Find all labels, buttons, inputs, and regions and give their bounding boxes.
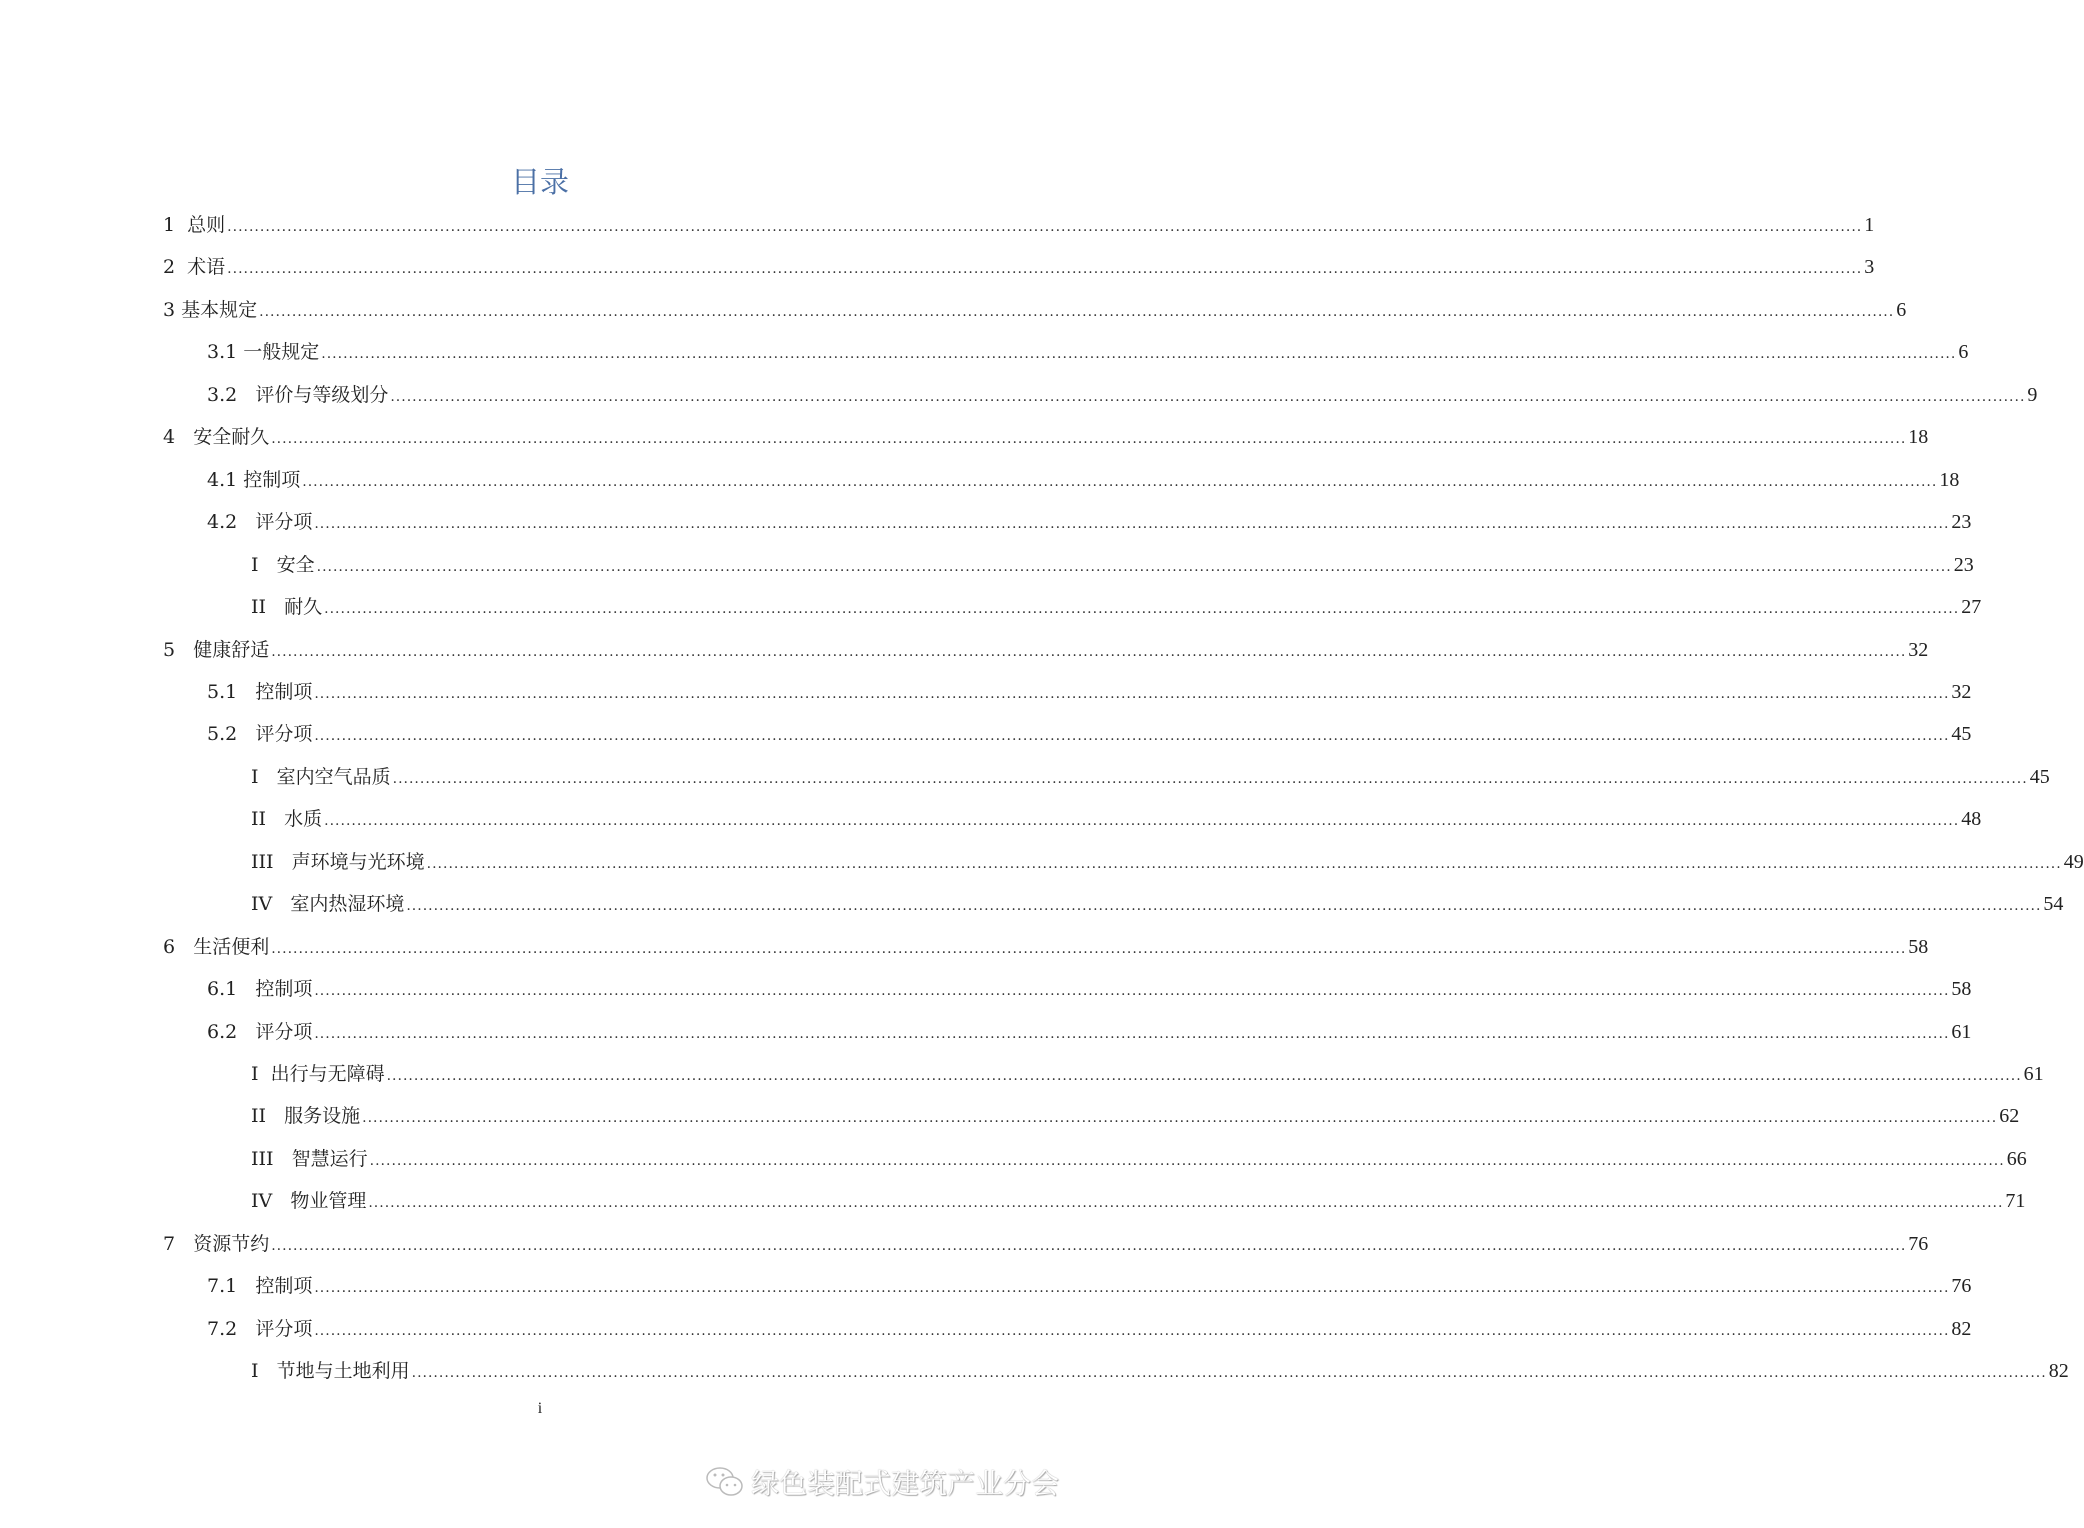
dot-leader: ............................................................................................................................................................................................................................................................................................................ [259, 303, 1895, 320]
toc-entry[interactable] [207, 1314, 1972, 1344]
toc-entry[interactable] [207, 719, 1972, 749]
toc-entry-page: 61 [1951, 1020, 1972, 1043]
toc-entry-page: 9 [2027, 383, 2038, 406]
dot-leader: ............................................................................................................................................................................................................................................................................................................ [227, 261, 1863, 278]
toc-entry-label: 6.2 评分项 [207, 1020, 313, 1043]
toc-entry-page: 32 [1908, 638, 1929, 661]
toc-entry-page: 32 [1951, 680, 1972, 703]
toc-entry[interactable] [207, 337, 1969, 367]
toc-entry-page: 18 [1908, 426, 1929, 449]
dot-leader: ............................................................................................................................................................................................................................................................................................................ [271, 643, 1907, 660]
toc-entry[interactable] [163, 635, 1929, 665]
dot-leader: ............................................................................................................................................................................................................................................................................................................ [324, 813, 1960, 830]
toc-entry-label: II 水质 [251, 808, 323, 831]
toc-entry-label: IV 物业管理 [251, 1190, 367, 1213]
dot-leader: ............................................................................................................................................................................................................................................................................................................ [314, 1280, 1950, 1297]
toc-entry-label: III 智慧运行 [251, 1147, 368, 1170]
watermark [705, 1462, 1059, 1502]
dot-leader: ............................................................................................................................................................................................................................................................................................................ [314, 1322, 1950, 1339]
toc-entry[interactable] [251, 592, 1982, 622]
toc-entry-page: 3 [1864, 256, 1875, 279]
toc-entry[interactable] [251, 550, 1974, 580]
toc-entry-page: 18 [1939, 468, 1960, 491]
toc-entry-page: 6 [1958, 341, 1969, 364]
toc-entry[interactable] [163, 932, 1929, 962]
toc-entry-page: 49 [2063, 850, 2084, 873]
dot-leader: ............................................................................................................................................................................................................................................................................................................ [411, 1365, 2047, 1382]
toc-entry-label: 3.1 一般规定 [207, 341, 320, 364]
toc-entry-page: 82 [1951, 1317, 1972, 1340]
toc-entry[interactable] [251, 889, 2064, 919]
toc-entry-page: 76 [1951, 1275, 1972, 1298]
toc-entry-label: 4.2 评分项 [207, 511, 313, 534]
toc-entry[interactable] [163, 210, 1875, 240]
toc-entry[interactable] [163, 422, 1929, 452]
wechat-icon [705, 1465, 745, 1499]
toc-entry[interactable] [163, 295, 1907, 325]
toc-entry-page: 45 [2029, 765, 2050, 788]
toc-entry-page: 23 [1951, 511, 1972, 534]
dot-leader: ............................................................................................................................................................................................................................................................................................................ [227, 219, 1863, 235]
dot-leader: ............................................................................................................................................................................................................................................................................................................ [321, 346, 1957, 363]
toc-entry[interactable] [207, 974, 1972, 1004]
toc-entry[interactable] [207, 1017, 1972, 1047]
dot-leader: ............................................................................................................................................................................................................................................................................................................ [386, 1068, 2022, 1084]
toc-entry-page: 58 [1908, 935, 1929, 958]
toc-entry-label: 5.2 评分项 [207, 723, 313, 746]
toc-entry[interactable] [163, 1229, 1929, 1259]
toc-entry[interactable] [207, 380, 2038, 410]
dot-leader: ............................................................................................................................................................................................................................................................................................................ [390, 388, 2026, 405]
toc-entry[interactable] [251, 847, 2084, 877]
toc-entry-label: 7 资源节约 [163, 1232, 270, 1255]
dot-leader: ............................................................................................................................................................................................................................................................................................................ [316, 558, 1952, 575]
toc-entry-page: 71 [2005, 1190, 2026, 1213]
toc-entry[interactable] [251, 1144, 2027, 1174]
toc-entry[interactable] [207, 1271, 1972, 1301]
watermark-text: 绿色装配式建筑产业分会 [751, 1467, 1060, 1500]
dot-leader: ............................................................................................................................................................................................................................................................................................................ [406, 898, 2042, 915]
toc-entry[interactable] [251, 762, 2050, 792]
toc-entry-page: 27 [1961, 596, 1982, 619]
toc-entry-label: 5.1 控制项 [207, 680, 313, 703]
dot-leader: ............................................................................................................................................................................................................................................................................................................ [271, 431, 1907, 448]
toc-entry-label: 3 基本规定 [163, 298, 258, 321]
toc-entry-page: 76 [1908, 1232, 1929, 1255]
toc-entry[interactable] [207, 507, 1972, 537]
dot-leader: ............................................................................................................................................................................................................................................................................................................ [368, 1195, 2004, 1212]
toc-entry-label: 4.1 控制项 [207, 468, 301, 491]
toc-entry-label: III 声环境与光环境 [251, 850, 425, 873]
page-number: i [537, 1400, 543, 1417]
dot-leader: ............................................................................................................................................................................................................................................................................................................ [271, 1237, 1907, 1254]
toc-entry-label: II 耐久 [251, 596, 323, 619]
toc-entry-label: II 服务设施 [251, 1105, 361, 1128]
dot-leader: ............................................................................................................................................................................................................................................................................................................ [314, 685, 1950, 702]
toc-entry[interactable] [251, 1186, 2026, 1216]
toc-entry[interactable] [207, 677, 1972, 707]
toc-entry-label: 7.1 控制项 [207, 1275, 313, 1298]
dot-leader: ............................................................................................................................................................................................................................................................................................................ [426, 855, 2062, 872]
toc-entry-label: I 节地与土地利用 [251, 1360, 410, 1383]
dot-leader: ............................................................................................................................................................................................................................................................................................................ [314, 983, 1950, 1000]
toc-entry-label: 7.2 评分项 [207, 1317, 313, 1340]
toc-entry-page: 54 [2043, 893, 2064, 916]
toc-entry-page: 6 [1896, 298, 1907, 321]
toc-entry-page: 82 [2048, 1360, 2069, 1383]
toc-entry[interactable] [251, 1101, 2020, 1131]
toc-entry-label: 1 总则 [163, 214, 226, 236]
toc-entry-page: 61 [2023, 1063, 2044, 1085]
dot-leader: ............................................................................................................................................................................................................................................................................................................ [362, 1110, 1998, 1127]
dot-leader: ............................................................................................................................................................................................................................................................................................................ [302, 473, 1938, 490]
dot-leader: ............................................................................................................................................................................................................................................................................................................ [314, 728, 1950, 745]
toc-entry-label: I 出行与无障碍 [251, 1063, 385, 1085]
toc-entry-label: 2 术语 [163, 256, 226, 279]
dot-leader: ............................................................................................................................................................................................................................................................................................................ [314, 1025, 1950, 1042]
toc-entry-page: 66 [2006, 1147, 2027, 1170]
toc-entry[interactable] [251, 1059, 2044, 1089]
toc-entry-page: 45 [1951, 723, 1972, 746]
toc-entry[interactable] [163, 252, 1875, 282]
page-title: 目录 [510, 165, 569, 199]
toc-entry-label: 6 生活便利 [163, 935, 270, 958]
toc-entry-page: 62 [1999, 1105, 2020, 1128]
dot-leader: ............................................................................................................................................................................................................................................................................................................ [324, 601, 1960, 618]
toc-entry-page: 58 [1951, 978, 1972, 1001]
toc-entry[interactable] [251, 804, 1982, 834]
toc-entry-page: 1 [1864, 214, 1875, 236]
toc-entry-label: I 室内空气品质 [251, 765, 391, 788]
toc-entry-label: 4 安全耐久 [163, 426, 270, 449]
toc-entry-label: IV 室内热湿环境 [251, 893, 405, 916]
toc-entry[interactable] [207, 465, 1960, 495]
toc-entry-label: 3.2 评价与等级划分 [207, 383, 389, 406]
toc-entry-page: 48 [1961, 808, 1982, 831]
toc-entry-label: 6.1 控制项 [207, 978, 313, 1001]
dot-leader: ............................................................................................................................................................................................................................................................................................................ [314, 516, 1950, 533]
toc-entry[interactable] [251, 1356, 2069, 1386]
toc-entry-label: 5 健康舒适 [163, 638, 270, 661]
toc-entry-page: 23 [1953, 553, 1974, 576]
dot-leader: ............................................................................................................................................................................................................................................................................................................ [369, 1152, 2005, 1169]
toc-entry-label: I 安全 [251, 553, 315, 576]
dot-leader: ............................................................................................................................................................................................................................................................................................................ [392, 770, 2028, 787]
dot-leader: ............................................................................................................................................................................................................................................................................................................ [271, 940, 1907, 957]
